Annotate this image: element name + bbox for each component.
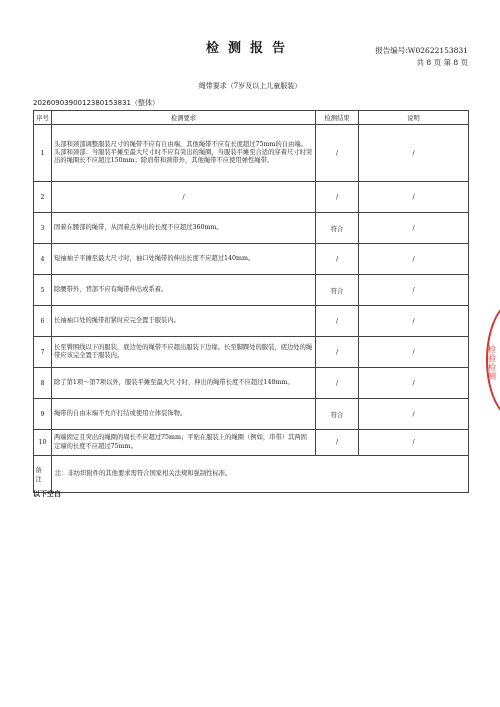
below-blank: 以下空白 [33, 490, 61, 498]
row-result: / [316, 430, 359, 456]
header-note: 说明 [359, 111, 469, 125]
header-requirement: 检测要求 [52, 111, 316, 125]
row-note: / [359, 399, 469, 430]
report-title: 检测报告 [205, 41, 294, 56]
row-result: 符合 [316, 275, 359, 306]
table-row [34, 125, 469, 182]
row-note: / [359, 213, 469, 244]
table-row [34, 213, 469, 244]
row-requirement: 长至臀围线以下的服装，底边处的绳带不应超出服装下边缘。长至脚踝处的服装，底边处的绳带应该完全置于服装内。 [52, 337, 316, 368]
table-row [34, 337, 469, 368]
row-note: / [359, 337, 469, 368]
row-no: 5 [34, 275, 52, 306]
remark-row [34, 456, 469, 493]
row-no: 1 [34, 125, 52, 182]
header-no: 序号 [34, 111, 52, 125]
sample-id: 20260903900123801538​31（整体） [33, 99, 159, 107]
requirements-table [33, 110, 469, 493]
row-result: / [316, 306, 359, 337]
row-no: 6 [34, 306, 52, 337]
row-requirement: 固着在腰部的绳带，从固着点伸出的长度不应超过360mm。 [52, 213, 316, 244]
table-row [34, 275, 469, 306]
table-header-row [34, 111, 469, 125]
table-row [34, 399, 469, 430]
row-requirement: 除了第1项～第7项以外，服装平摊至最大尺寸时，伸出的绳带长度不应超过140mm。 [52, 368, 316, 399]
row-note: / [359, 182, 469, 213]
row-result: / [316, 244, 359, 275]
remark-text: 注：非纺织附件的其他要求需符合国家相关法规和强制性标准。 [52, 456, 469, 493]
row-requirement: 短袖袖子平摊至最大尺寸时，袖口处绳带的伸出长度不应超过140mm。 [52, 244, 316, 275]
row-note: / [359, 244, 469, 275]
row-requirement: 头部和颈部调整服装尺寸的绳带不应有自由端，其他绳带不应有长度超过75mm的自由端。头部和颈部：当服装平摊至最大尺寸时不应有突出的绳圈，当服装平摊至合适的穿着尺寸时突出的绳圈长不应超过150mm；除肩带和颈带外，其他绳带不应使用弹性绳带。 [52, 125, 316, 182]
row-no: 2 [34, 182, 52, 213]
row-result: / [316, 182, 359, 213]
row-requirement: 绳带的自由末端不允许打结或使用立体装饰物。 [52, 399, 316, 430]
report-number: 报告编号:W02622153831 [375, 46, 468, 55]
page-number: 共 8 页 第 8 页 [416, 58, 468, 67]
row-result: / [316, 125, 359, 182]
table-row [34, 430, 469, 456]
seal-text: 检验检测 [488, 345, 496, 381]
row-requirement: / [52, 182, 316, 213]
row-result: 符合 [316, 213, 359, 244]
row-note: / [359, 275, 469, 306]
table-row [34, 244, 469, 275]
row-requirement: 长袖袖口处的绳带扣紧时应完全置于服装内。 [52, 306, 316, 337]
row-result: 符合 [316, 399, 359, 430]
table-row [34, 306, 469, 337]
row-note: / [359, 368, 469, 399]
row-requirement: 两端固定且突出的绳圈的周长不应超过75mm；平贴在服装上的绳圈（例如，串带）其两固定端的长度不应超过75mm。 [52, 430, 316, 456]
header-result: 检测结果 [316, 111, 359, 125]
row-no: 4 [34, 244, 52, 275]
row-no: 3 [34, 213, 52, 244]
row-result: / [316, 368, 359, 399]
row-note: / [359, 306, 469, 337]
row-note: / [359, 430, 469, 456]
table-row [34, 182, 469, 213]
remark-label: 备注 [34, 456, 52, 493]
row-no: 9 [34, 399, 52, 430]
row-result: / [316, 337, 359, 368]
table-row [34, 368, 469, 399]
row-no: 7 [34, 337, 52, 368]
row-no: 8 [34, 368, 52, 399]
row-no: 10 [34, 430, 52, 456]
table-subtitle: 绳带要求（7岁及以上儿童服装） [198, 82, 302, 90]
row-note: / [359, 125, 469, 182]
row-requirement: 除腰带外，背部不应有绳带伸出或系着。 [52, 275, 316, 306]
